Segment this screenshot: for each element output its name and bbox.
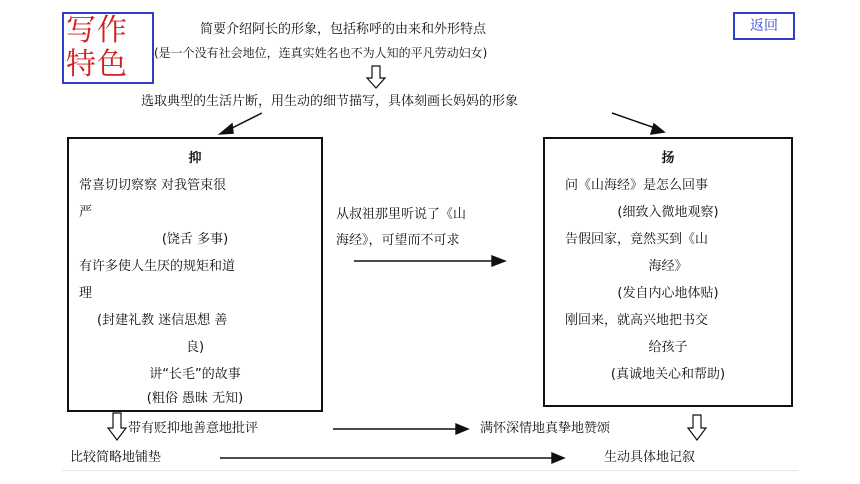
right-box-note: (发自内心地体贴): [617, 286, 719, 301]
right-box-note: (真诚地关心和帮助): [610, 367, 726, 382]
bottom-right-row2: 生动具体地记叙: [604, 450, 696, 465]
left-box-title: 抑: [188, 151, 202, 166]
right-box-line: 刚回来，就高兴地把书交: [565, 313, 709, 328]
left-box-line: 讲“长毛”的故事: [149, 367, 241, 382]
bottom-left-row2: 比较简略地铺垫: [70, 450, 162, 465]
right-box-line: 给孩子: [648, 340, 688, 355]
left-box-note: (封建礼教 迷信思想 善: [97, 313, 228, 328]
right-box-praise: [543, 137, 793, 407]
back-button[interactable]: 返回: [733, 12, 795, 40]
bottom-right-row1: 满怀深情地真挚地赞颂: [480, 421, 611, 436]
bottom-left-row1: 带有贬抑地善意地批评: [128, 421, 259, 436]
left-box-suppress: [67, 137, 323, 412]
intro-note: (是一个没有社会地位，连真实姓名也不为人知的平凡劳动妇女): [154, 46, 488, 60]
right-box-line: 告假回家，竟然买到《山: [565, 232, 709, 247]
section-title-line1: 写作: [66, 13, 128, 48]
method-line: 选取典型的生活片断，用生动的细节描写，具体刻画长妈妈的形象: [141, 94, 519, 109]
arrow-to-right-box: [612, 113, 664, 134]
hollow-down-arrow-right: [688, 415, 706, 440]
arrow-bottom-row2: [220, 453, 564, 463]
arrow-middle: [354, 256, 505, 266]
hollow-down-arrow-left: [108, 413, 126, 440]
section-title-line2: 特色: [66, 47, 128, 82]
left-box-note: 良): [185, 340, 205, 355]
arrow-bottom-row1: [333, 424, 468, 434]
middle-line2: 海经》，可望而不可求: [336, 233, 460, 248]
left-box-note: (饶舌 多事): [161, 232, 229, 247]
right-box-line: 海经》: [648, 259, 688, 274]
right-box-title: 扬: [661, 151, 675, 166]
right-box-line: 问《山海经》是怎么回事: [565, 178, 709, 193]
left-box-line: 常喜切切察察 对我管束很: [79, 178, 227, 193]
left-box-note: (粗俗 愚昧 无知): [146, 391, 244, 406]
left-box-line: 理: [79, 286, 93, 301]
arrow-to-left-box: [220, 113, 262, 134]
middle-line1: 从叔祖那里听说了《山: [336, 207, 467, 222]
intro-line: 简要介绍阿长的形象，包括称呼的由来和外形特点: [200, 22, 487, 37]
left-box-line: 严: [79, 205, 93, 220]
hollow-down-arrow-top: [367, 66, 385, 88]
bottom-divider: [62, 470, 798, 471]
right-box-note: (细致入微地观察): [617, 205, 719, 220]
left-box-line: 有许多使人生厌的规矩和道: [79, 259, 236, 274]
